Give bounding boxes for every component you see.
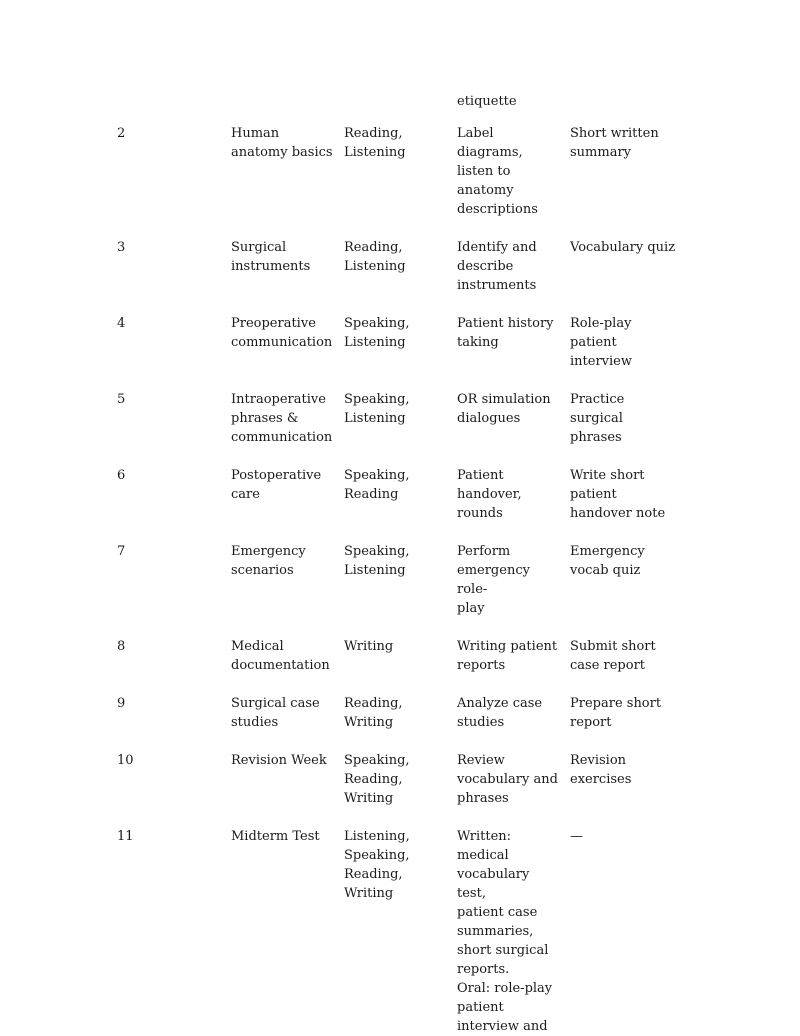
activities-cell: OR simulation dialogues: [457, 392, 551, 426]
topic-cell: Revision Week: [231, 753, 327, 768]
week-cell: 7: [117, 544, 126, 559]
assessment-cell: Write short patient handover note: [570, 468, 666, 521]
course-schedule-table: [112, 124, 682, 1036]
activities-cell: Patient history taking: [457, 316, 554, 350]
table-row: [112, 751, 682, 827]
assessment-cell: Practice surgical phrases: [570, 392, 625, 445]
skills-cell: Speaking, Reading, Writing: [344, 753, 410, 806]
week-cell: 11: [117, 829, 134, 844]
activities-cell: Writing patient reports: [457, 639, 558, 673]
week-cell: 8: [117, 639, 126, 654]
topic-cell: Surgical instruments: [231, 240, 311, 274]
skills-cell: Reading, Listening: [344, 126, 406, 160]
skills-cell: Listening, Speaking, Reading, Writing: [344, 829, 410, 901]
topic-cell: Postoperative care: [231, 468, 322, 502]
assessment-cell: Role-play patient interview: [570, 316, 632, 369]
table-row: [112, 314, 682, 390]
topic-cell: Emergency scenarios: [231, 544, 306, 578]
skills-cell: Speaking, Listening: [344, 544, 410, 578]
activities-cell: Review vocabulary and phrases: [457, 753, 558, 806]
activities-cell: Written: medical vocabulary test, patient case summaries, short surgical reports. Oral: role-play patient interview and: [457, 829, 553, 1034]
week-cell: 3: [117, 240, 126, 255]
activities-cell: Label diagrams, listen to anatomy descriptions: [457, 126, 538, 217]
table-row: [112, 238, 682, 314]
table-row: [112, 466, 682, 542]
topic-cell: Surgical case studies: [231, 696, 320, 730]
week-cell: 9: [117, 696, 126, 711]
skills-cell: Writing: [344, 639, 394, 654]
activities-cell: Identify and describe instruments: [457, 240, 537, 293]
week-cell: 4: [117, 316, 126, 331]
topic-cell: Human anatomy basics: [231, 126, 333, 160]
table-row: [112, 694, 682, 751]
assessment-cell: Submit short case report: [570, 639, 656, 673]
activities-cell: Perform emergency role- play: [457, 544, 530, 616]
table-row: [112, 827, 682, 1036]
assessment-cell: Prepare short report: [570, 696, 662, 730]
assessment-cell: Revision exercises: [570, 753, 632, 787]
skills-cell: Reading, Listening: [344, 240, 406, 274]
activities-cell: Analyze case studies: [457, 696, 543, 730]
skills-cell: Speaking, Listening: [344, 316, 410, 350]
week-cell: 6: [117, 468, 126, 483]
assessment-cell: —: [570, 829, 583, 844]
table-row: [112, 124, 682, 238]
assessment-cell: Short written summary: [570, 126, 659, 160]
table-row: [112, 637, 682, 694]
activities-cell: Patient handover, rounds: [457, 468, 522, 521]
topic-cell: Intraoperative phrases & communication: [231, 392, 333, 445]
week-cell: 10: [117, 753, 134, 768]
topic-cell: Medical documentation: [231, 639, 330, 673]
topic-cell: Midterm Test: [231, 829, 320, 844]
table-row: [112, 542, 682, 637]
assessment-cell: Emergency vocab quiz: [570, 544, 645, 578]
skills-cell: Speaking, Listening: [344, 392, 410, 426]
week-cell: 5: [117, 392, 126, 407]
assessment-cell: Vocabulary quiz: [570, 240, 676, 255]
skills-cell: Reading, Writing: [344, 696, 403, 730]
week-cell: 2: [117, 126, 126, 141]
skills-cell: Speaking, Reading: [344, 468, 410, 502]
carryover-cell-text: etiquette: [457, 94, 517, 109]
topic-cell: Preoperative communication: [231, 316, 333, 350]
table-row: [112, 390, 682, 466]
